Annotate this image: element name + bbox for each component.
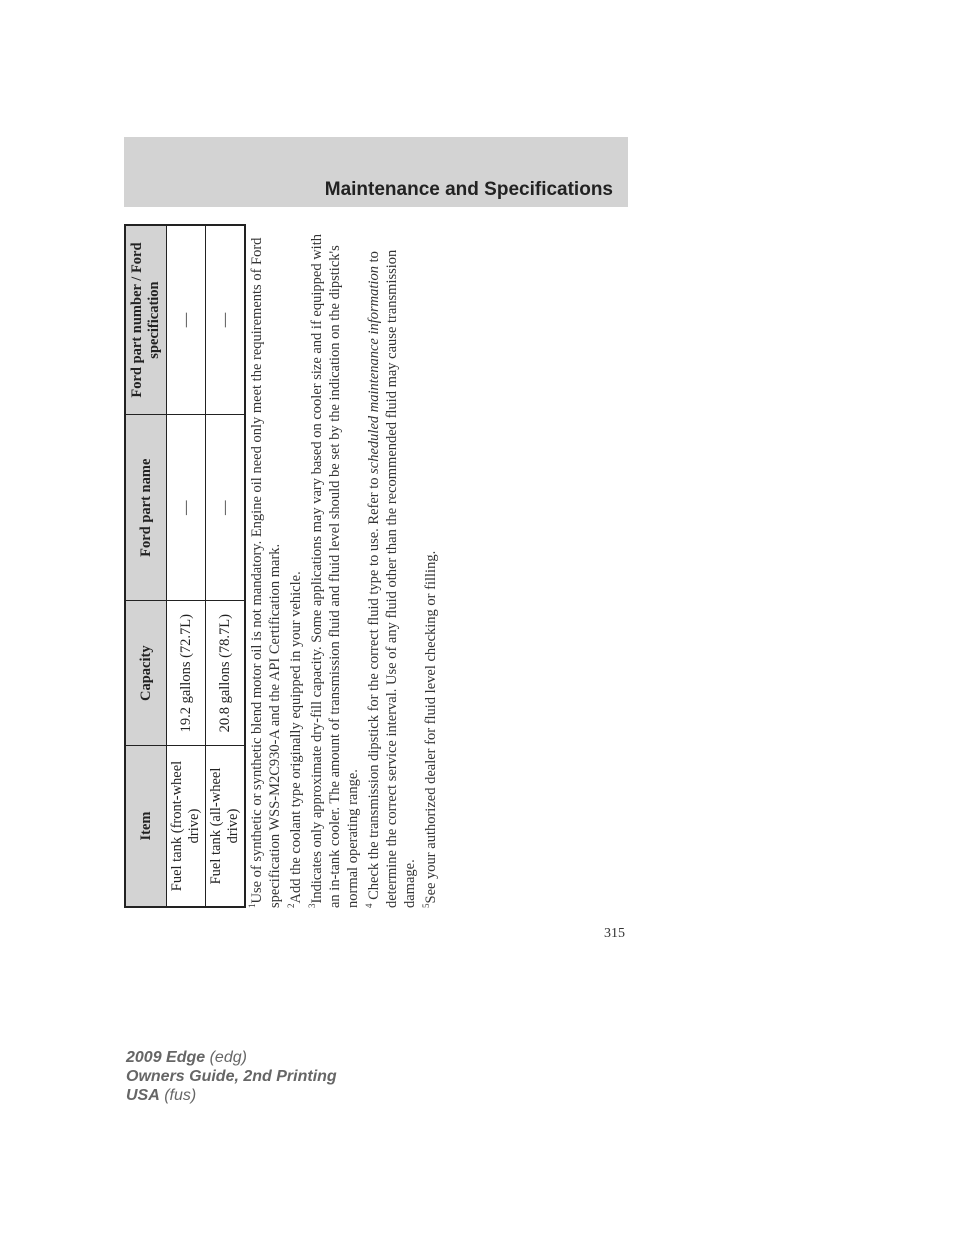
footer-line-1: 2009 Edge (edg) (126, 1049, 247, 1066)
table-cell: Fuel tank (all-wheel drive) (206, 746, 246, 907)
table-cell: 19.2 gallons (72.7L) (167, 601, 206, 746)
column-header-item: Item (125, 746, 167, 907)
footnote-text: Indicates only approximate dry-fill capacity. Some applications may vary based on cooler size and if equipped with an in-tank cooler. The amount of transmission fluid and fluid level should be set by the indication on the dipstick's normal operating range. (309, 234, 361, 908)
footnote-mark: 3 (307, 903, 318, 908)
footnote-1 (248, 224, 284, 908)
footnote-mark: 5 (421, 903, 432, 908)
footnote-mark: 1 (247, 903, 258, 908)
table-row (206, 225, 246, 907)
table-row (167, 225, 206, 907)
table-cell: 20.8 gallons (78.7L) (206, 601, 246, 746)
footer-line-2: Owners Guide, 2nd Printing (126, 1068, 337, 1085)
footnote-text: Use of synthetic or synthetic blend motor oil is not mandatory. Engine oil need only meet the requirements of Ford specification WSS-M2C930-A and the API Certification mark. (249, 237, 283, 908)
header-band (124, 137, 628, 207)
table-cell: Fuel tank (front-wheel drive) (167, 746, 206, 907)
document-footer (126, 1048, 337, 1105)
footnote-text: Check the transmission dipstick for the correct fluid type to use. Refer to (366, 473, 382, 904)
footnotes (248, 224, 443, 908)
footnote-text: Add the coolant type originally equipped in your vehicle. (288, 571, 304, 904)
footnote-4 (365, 224, 419, 908)
footnote-mark: 2 (286, 903, 297, 908)
specification-table (124, 224, 246, 908)
footnote-italic-reference: scheduled maintenance information (366, 266, 382, 474)
column-header-capacity: Capacity (125, 601, 167, 746)
rotated-content (124, 224, 444, 908)
footnote-text: See your authorized dealer for fluid level checking or filling. (423, 550, 439, 904)
footnote-text: to determine the correct service interval. Use of any fluid other than the recommended fluid may cause transmission damage. (366, 249, 418, 908)
footer-line-3: USA (fus) (126, 1087, 197, 1104)
footnote-3 (308, 224, 362, 908)
footnote-mark: 4 (364, 903, 375, 908)
table-cell: — (206, 415, 246, 601)
footnote-5 (422, 224, 440, 908)
section-title: Maintenance and Specifications (324, 179, 613, 200)
footnote-2 (287, 224, 305, 908)
table-header-row (125, 225, 167, 907)
table-cell: — (206, 225, 246, 415)
page-number: 315 (604, 926, 625, 941)
table-cell: — (167, 225, 206, 415)
column-header-part-name: Ford part name (125, 415, 167, 601)
column-header-part-number: Ford part number / Ford specification (125, 225, 167, 415)
table-cell: — (167, 415, 206, 601)
